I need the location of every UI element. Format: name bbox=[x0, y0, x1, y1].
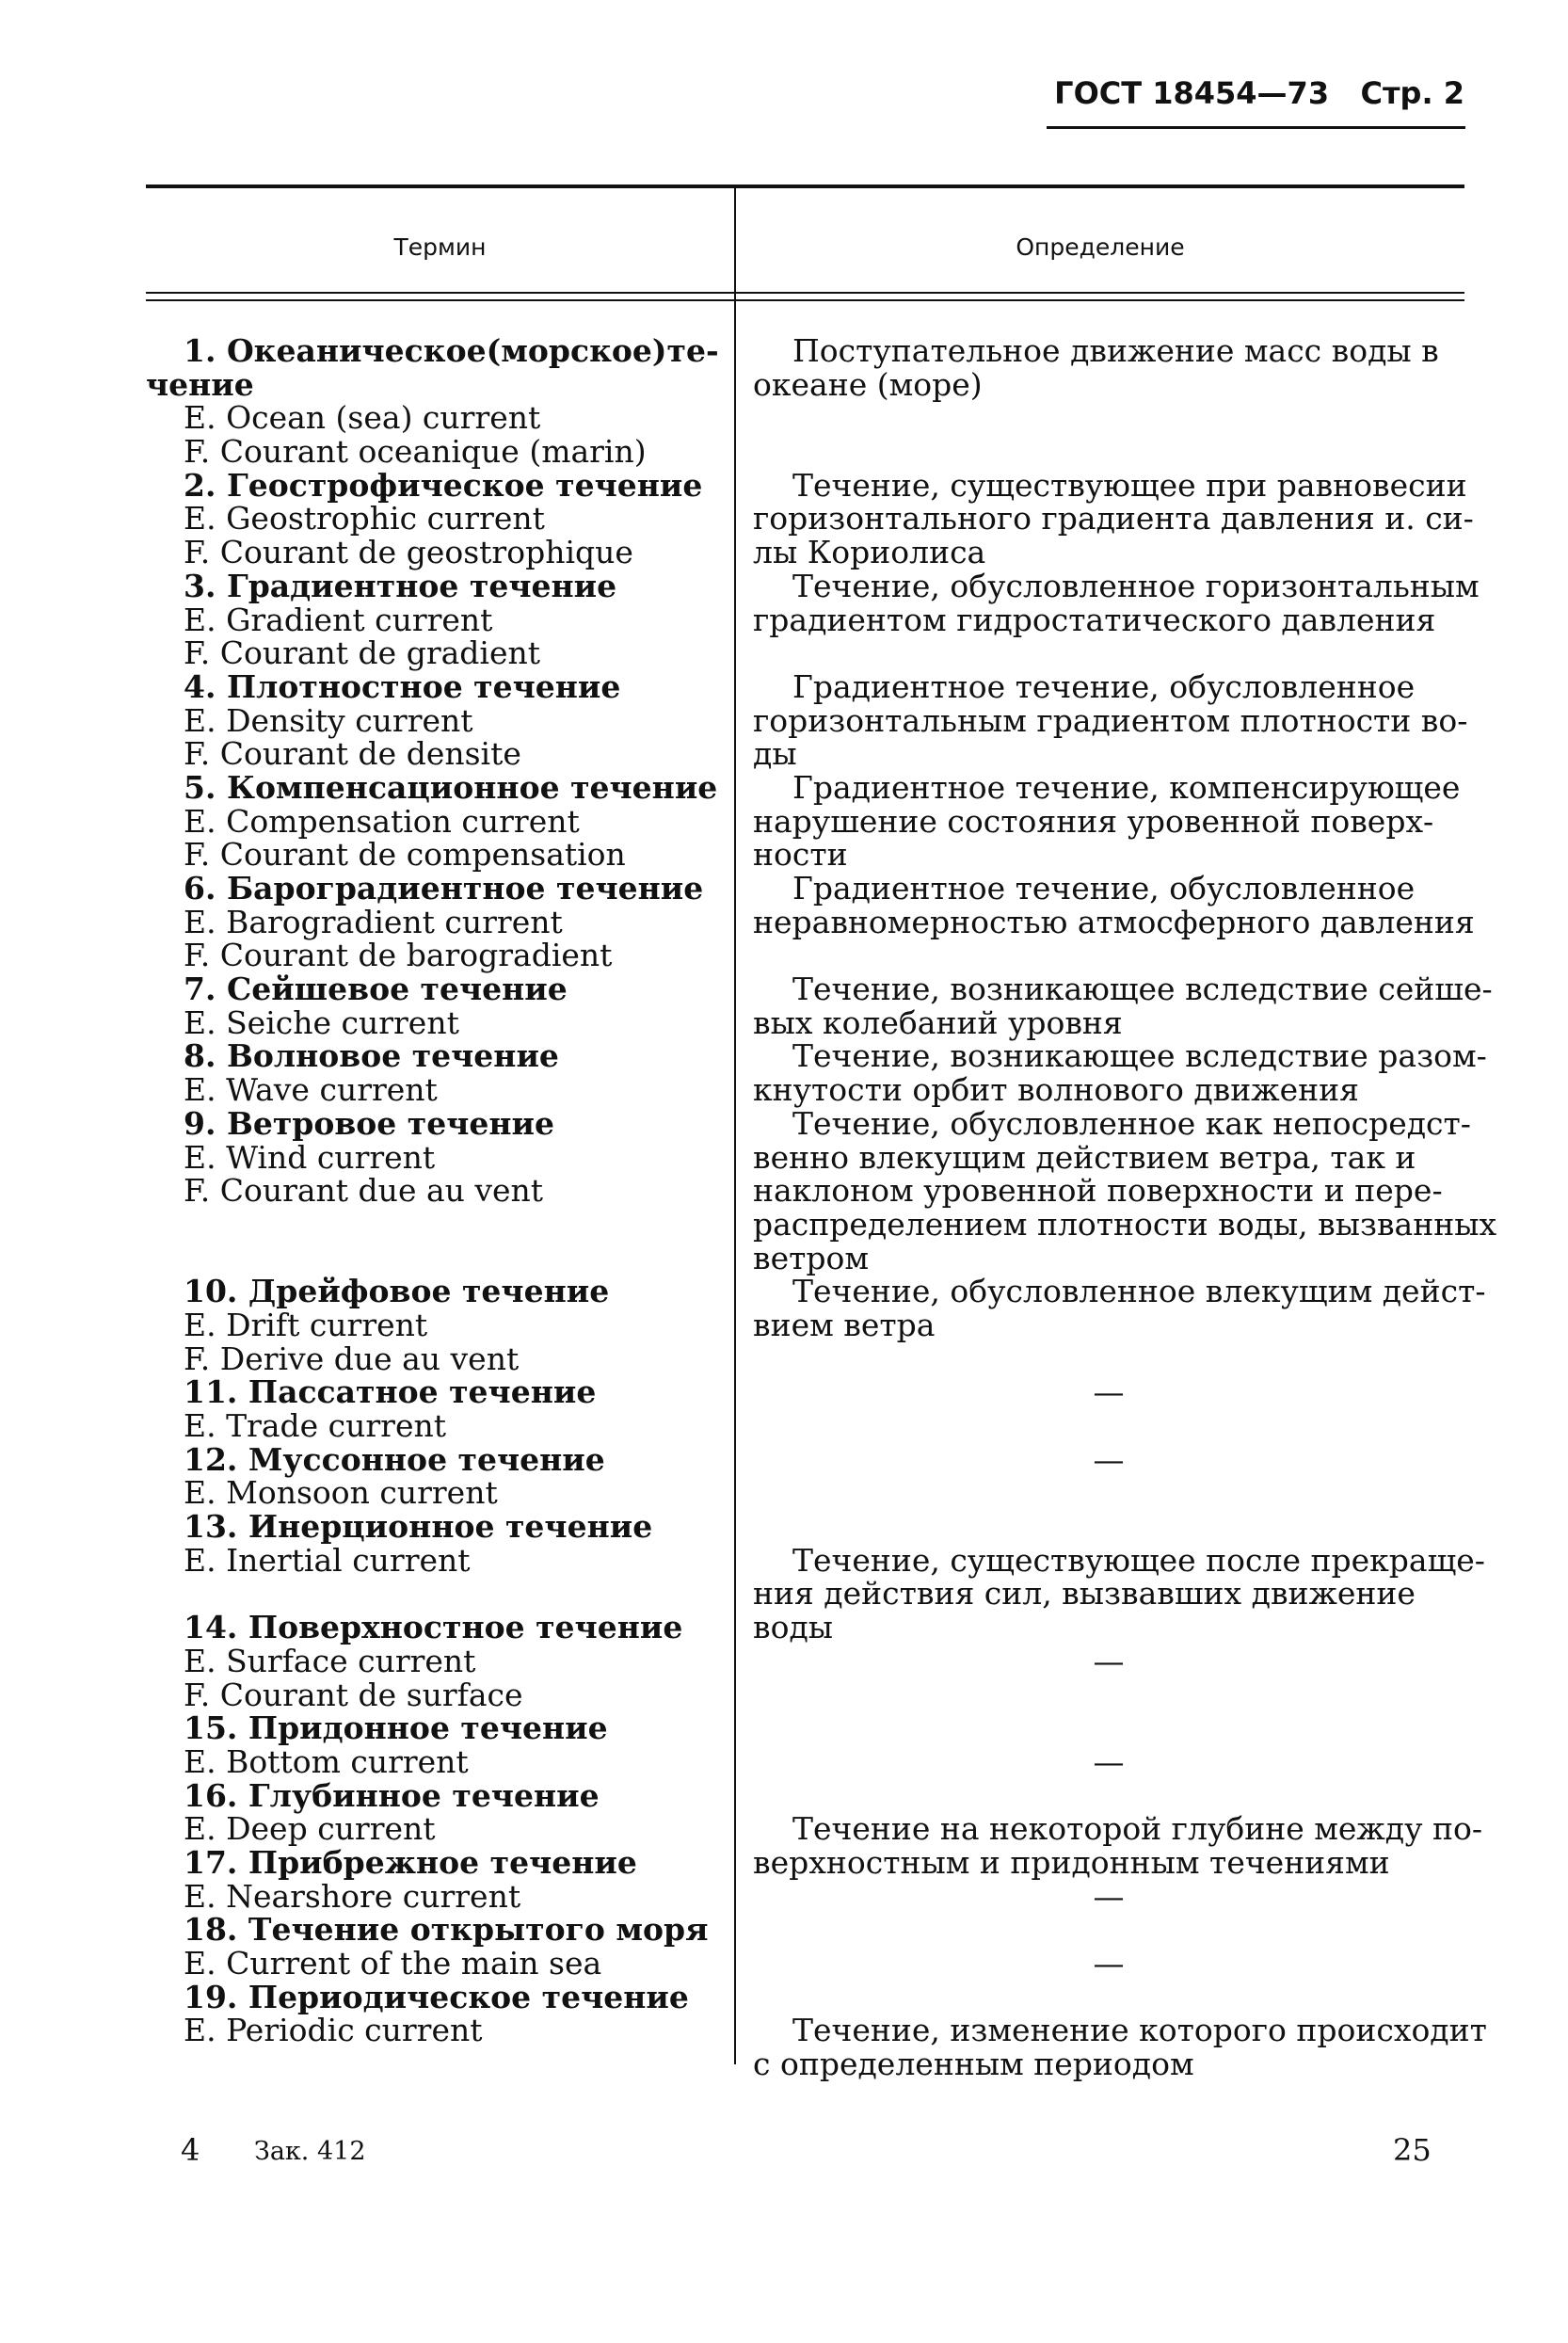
definition-line: Градиентное течение, обусловленное bbox=[792, 870, 1416, 907]
term-english: E. Inertial current bbox=[184, 1541, 471, 1579]
definition-line: вием ветра bbox=[753, 1306, 936, 1343]
spacer bbox=[753, 1678, 1464, 1712]
term-row: 8. Волновое течение bbox=[184, 1037, 559, 1075]
spacer bbox=[146, 1577, 711, 1611]
spacer bbox=[753, 435, 1464, 469]
term-text: 1. Океаническое bbox=[184, 332, 487, 369]
spacer bbox=[753, 1913, 1464, 1947]
spacer bbox=[146, 1208, 711, 1242]
definition-line: венно влекущим действием ветра, так и bbox=[753, 1138, 1416, 1176]
spacer bbox=[753, 1409, 1464, 1443]
term-english: E. Geostrophic current bbox=[184, 500, 545, 538]
term-french: F. Courant de barogradient bbox=[184, 937, 613, 974]
term-english: E. Seiche current bbox=[184, 1003, 459, 1041]
definition-line: градиентом гидростатического давления bbox=[753, 601, 1436, 638]
definition-line: океане (море) bbox=[753, 365, 983, 403]
header-underline bbox=[1047, 126, 1465, 129]
term-french: F. Courant de surface bbox=[184, 1676, 523, 1713]
definition-line: Течение на некоторой глубине между по- bbox=[792, 1810, 1483, 1848]
footer-sheet-number: 4 bbox=[181, 2132, 200, 2168]
definition-dash: — bbox=[1093, 1945, 1125, 1982]
term-row: 7. Сейшевое течение bbox=[184, 971, 568, 1008]
definition-line: неравномерностью атмосферного давления bbox=[753, 903, 1475, 940]
term-french: F. Courant de compensation bbox=[184, 836, 626, 874]
definition-line: лы Кориолиса bbox=[753, 534, 986, 571]
definition-line: Течение, существующее при равновесии bbox=[792, 466, 1467, 504]
term-english: E. Gradient current bbox=[184, 601, 493, 638]
definition-line: Течение, обусловленное как непосредст- bbox=[792, 1104, 1471, 1142]
column-divider bbox=[734, 188, 736, 2064]
definition-line: распределением плотности воды, вызванных bbox=[753, 1205, 1497, 1243]
term-english: E. Current of the main sea bbox=[184, 1945, 602, 1982]
terms-column bbox=[146, 332, 719, 2049]
definition-line: Течение, обусловленное горизонтальным bbox=[792, 567, 1480, 604]
term-row: 9. Ветровое течение bbox=[184, 1104, 555, 1142]
term-french: F. Courant de gradient bbox=[184, 634, 541, 672]
term-row: 6. Бароградиентное течение bbox=[184, 870, 704, 907]
definition-line: вых колебаний уровня bbox=[753, 1003, 1123, 1041]
term-row: 18. Течение открытого моря bbox=[184, 1911, 709, 1949]
spacer bbox=[753, 1510, 1464, 1544]
page-header bbox=[1054, 75, 1464, 111]
term-english: E. Drift current bbox=[184, 1306, 428, 1343]
definition-line: Градиентное течение, обусловленное bbox=[792, 667, 1416, 705]
definition-line: Течение, существующее после прекраще- bbox=[792, 1541, 1485, 1579]
spacer bbox=[753, 636, 1464, 670]
spacer bbox=[753, 1342, 1464, 1376]
term-row: 10. Дрейфовое течение bbox=[184, 1273, 610, 1310]
spacer bbox=[753, 1711, 1464, 1745]
definition-line: ветром bbox=[753, 1239, 870, 1276]
term-row: 19. Периодическое течение bbox=[184, 1978, 689, 2015]
spacer bbox=[753, 1981, 1464, 2014]
table-top-rule bbox=[146, 185, 1464, 188]
definition-line: кнутости орбит волнового движения bbox=[753, 1071, 1359, 1109]
term-row: 15. Придонное течение bbox=[184, 1709, 608, 1747]
term-english: E. Nearshore current bbox=[184, 1877, 521, 1915]
term-row: 14. Поверхностное течение bbox=[184, 1609, 683, 1646]
term-row: 2. Геострофическое течение bbox=[184, 466, 703, 504]
term-english: E. Barogradient current bbox=[184, 903, 563, 940]
standard-number: ГОСТ 18454—73 bbox=[1054, 75, 1330, 111]
definition-line: наклоном уровенной поверхности и пере- bbox=[753, 1172, 1443, 1210]
definition-dash: — bbox=[1093, 1877, 1125, 1915]
term-english: E. Wave current bbox=[184, 1071, 438, 1109]
definition-line: Течение, возникающее вследствие разом- bbox=[792, 1037, 1487, 1075]
term-english: E. Periodic current bbox=[184, 2012, 483, 2049]
definition-line: Течение, изменение которого происходит bbox=[792, 2012, 1487, 2049]
term-english: E. Bottom current bbox=[184, 1742, 469, 1780]
definition-dash: — bbox=[1093, 1642, 1125, 1679]
term-english: E. Deep current bbox=[184, 1810, 436, 1848]
page-label: Стр. 2 bbox=[1360, 75, 1464, 111]
spacer bbox=[146, 1242, 711, 1276]
term-text: (морское) bbox=[486, 332, 667, 369]
term-row: 17. Прибрежное течение bbox=[184, 1843, 637, 1881]
definition-line: ния действия сил, вызвавших движение bbox=[753, 1575, 1416, 1613]
definition-line: ды bbox=[753, 735, 797, 773]
definition-line: верхностным и придонным течениями bbox=[753, 1843, 1390, 1881]
table-head-rule-1 bbox=[146, 292, 1464, 294]
term-english: E. Ocean (sea) current bbox=[184, 399, 541, 437]
footer-page-number: 25 bbox=[1393, 2132, 1432, 2168]
definition-line: нарушение состояния уровенной поверх- bbox=[753, 802, 1434, 840]
term-row bbox=[146, 332, 719, 369]
definition-line: Градиентное течение, компенсирующее bbox=[792, 768, 1461, 806]
definitions-column bbox=[753, 332, 1497, 2083]
definition-line: горизонтального градиента давления и. си- bbox=[753, 500, 1474, 538]
footer-order: Зак. 412 bbox=[254, 2137, 366, 2166]
table-head-rule-2 bbox=[146, 299, 1464, 301]
term-row: 16. Глубинное течение bbox=[184, 1776, 600, 1814]
definition-dash: — bbox=[1093, 1440, 1125, 1478]
spacer bbox=[753, 1779, 1464, 1813]
definition-line: Течение, возникающее вследствие сейше- bbox=[792, 971, 1493, 1008]
term-row: 5. Компенсационное течение bbox=[184, 768, 718, 806]
term-row: чение bbox=[146, 365, 254, 403]
term-text: те- bbox=[666, 332, 719, 369]
definition-line: Течение, обусловленное влекущим дейст- bbox=[792, 1273, 1486, 1310]
definition-line: ности bbox=[753, 836, 848, 874]
definition-line: Поступательное движение масс воды в bbox=[792, 332, 1439, 369]
term-french: F. Courant due au vent bbox=[184, 1172, 544, 1210]
term-french: F. Courant oceanique (marin) bbox=[184, 433, 647, 471]
term-english: E. Compensation current bbox=[184, 802, 580, 840]
term-english: E. Surface current bbox=[184, 1642, 476, 1679]
term-french: F. Courant de densite bbox=[184, 735, 521, 773]
term-row: 12. Муссонное течение bbox=[184, 1440, 605, 1478]
spacer bbox=[753, 1476, 1464, 1510]
term-english: E. Trade current bbox=[184, 1407, 447, 1444]
definition-line: воды bbox=[753, 1609, 834, 1646]
term-french: F. Derive due au vent bbox=[184, 1340, 520, 1377]
term-english: E. Density current bbox=[184, 701, 473, 739]
term-row: 4. Плотностное течение bbox=[184, 667, 621, 705]
column-header-term: Термин bbox=[393, 233, 487, 261]
term-row: 13. Инерционное течение bbox=[184, 1508, 653, 1546]
spacer bbox=[753, 939, 1464, 972]
column-header-definition: Определение bbox=[1016, 233, 1185, 261]
definition-dash: — bbox=[1093, 1373, 1125, 1411]
definition-line: с определенным периодом bbox=[753, 2046, 1194, 2083]
definition-line: горизонтальным градиентом плотности во- bbox=[753, 701, 1468, 739]
term-row: 11. Пассатное течение bbox=[184, 1373, 597, 1411]
term-row: 3. Градиентное течение bbox=[184, 567, 617, 604]
definition-dash: — bbox=[1093, 1742, 1125, 1780]
term-english: E. Wind current bbox=[184, 1138, 436, 1176]
spacer bbox=[753, 401, 1464, 435]
term-english: E. Monsoon current bbox=[184, 1474, 498, 1512]
term-french: F. Courant de geostrophique bbox=[184, 534, 633, 571]
